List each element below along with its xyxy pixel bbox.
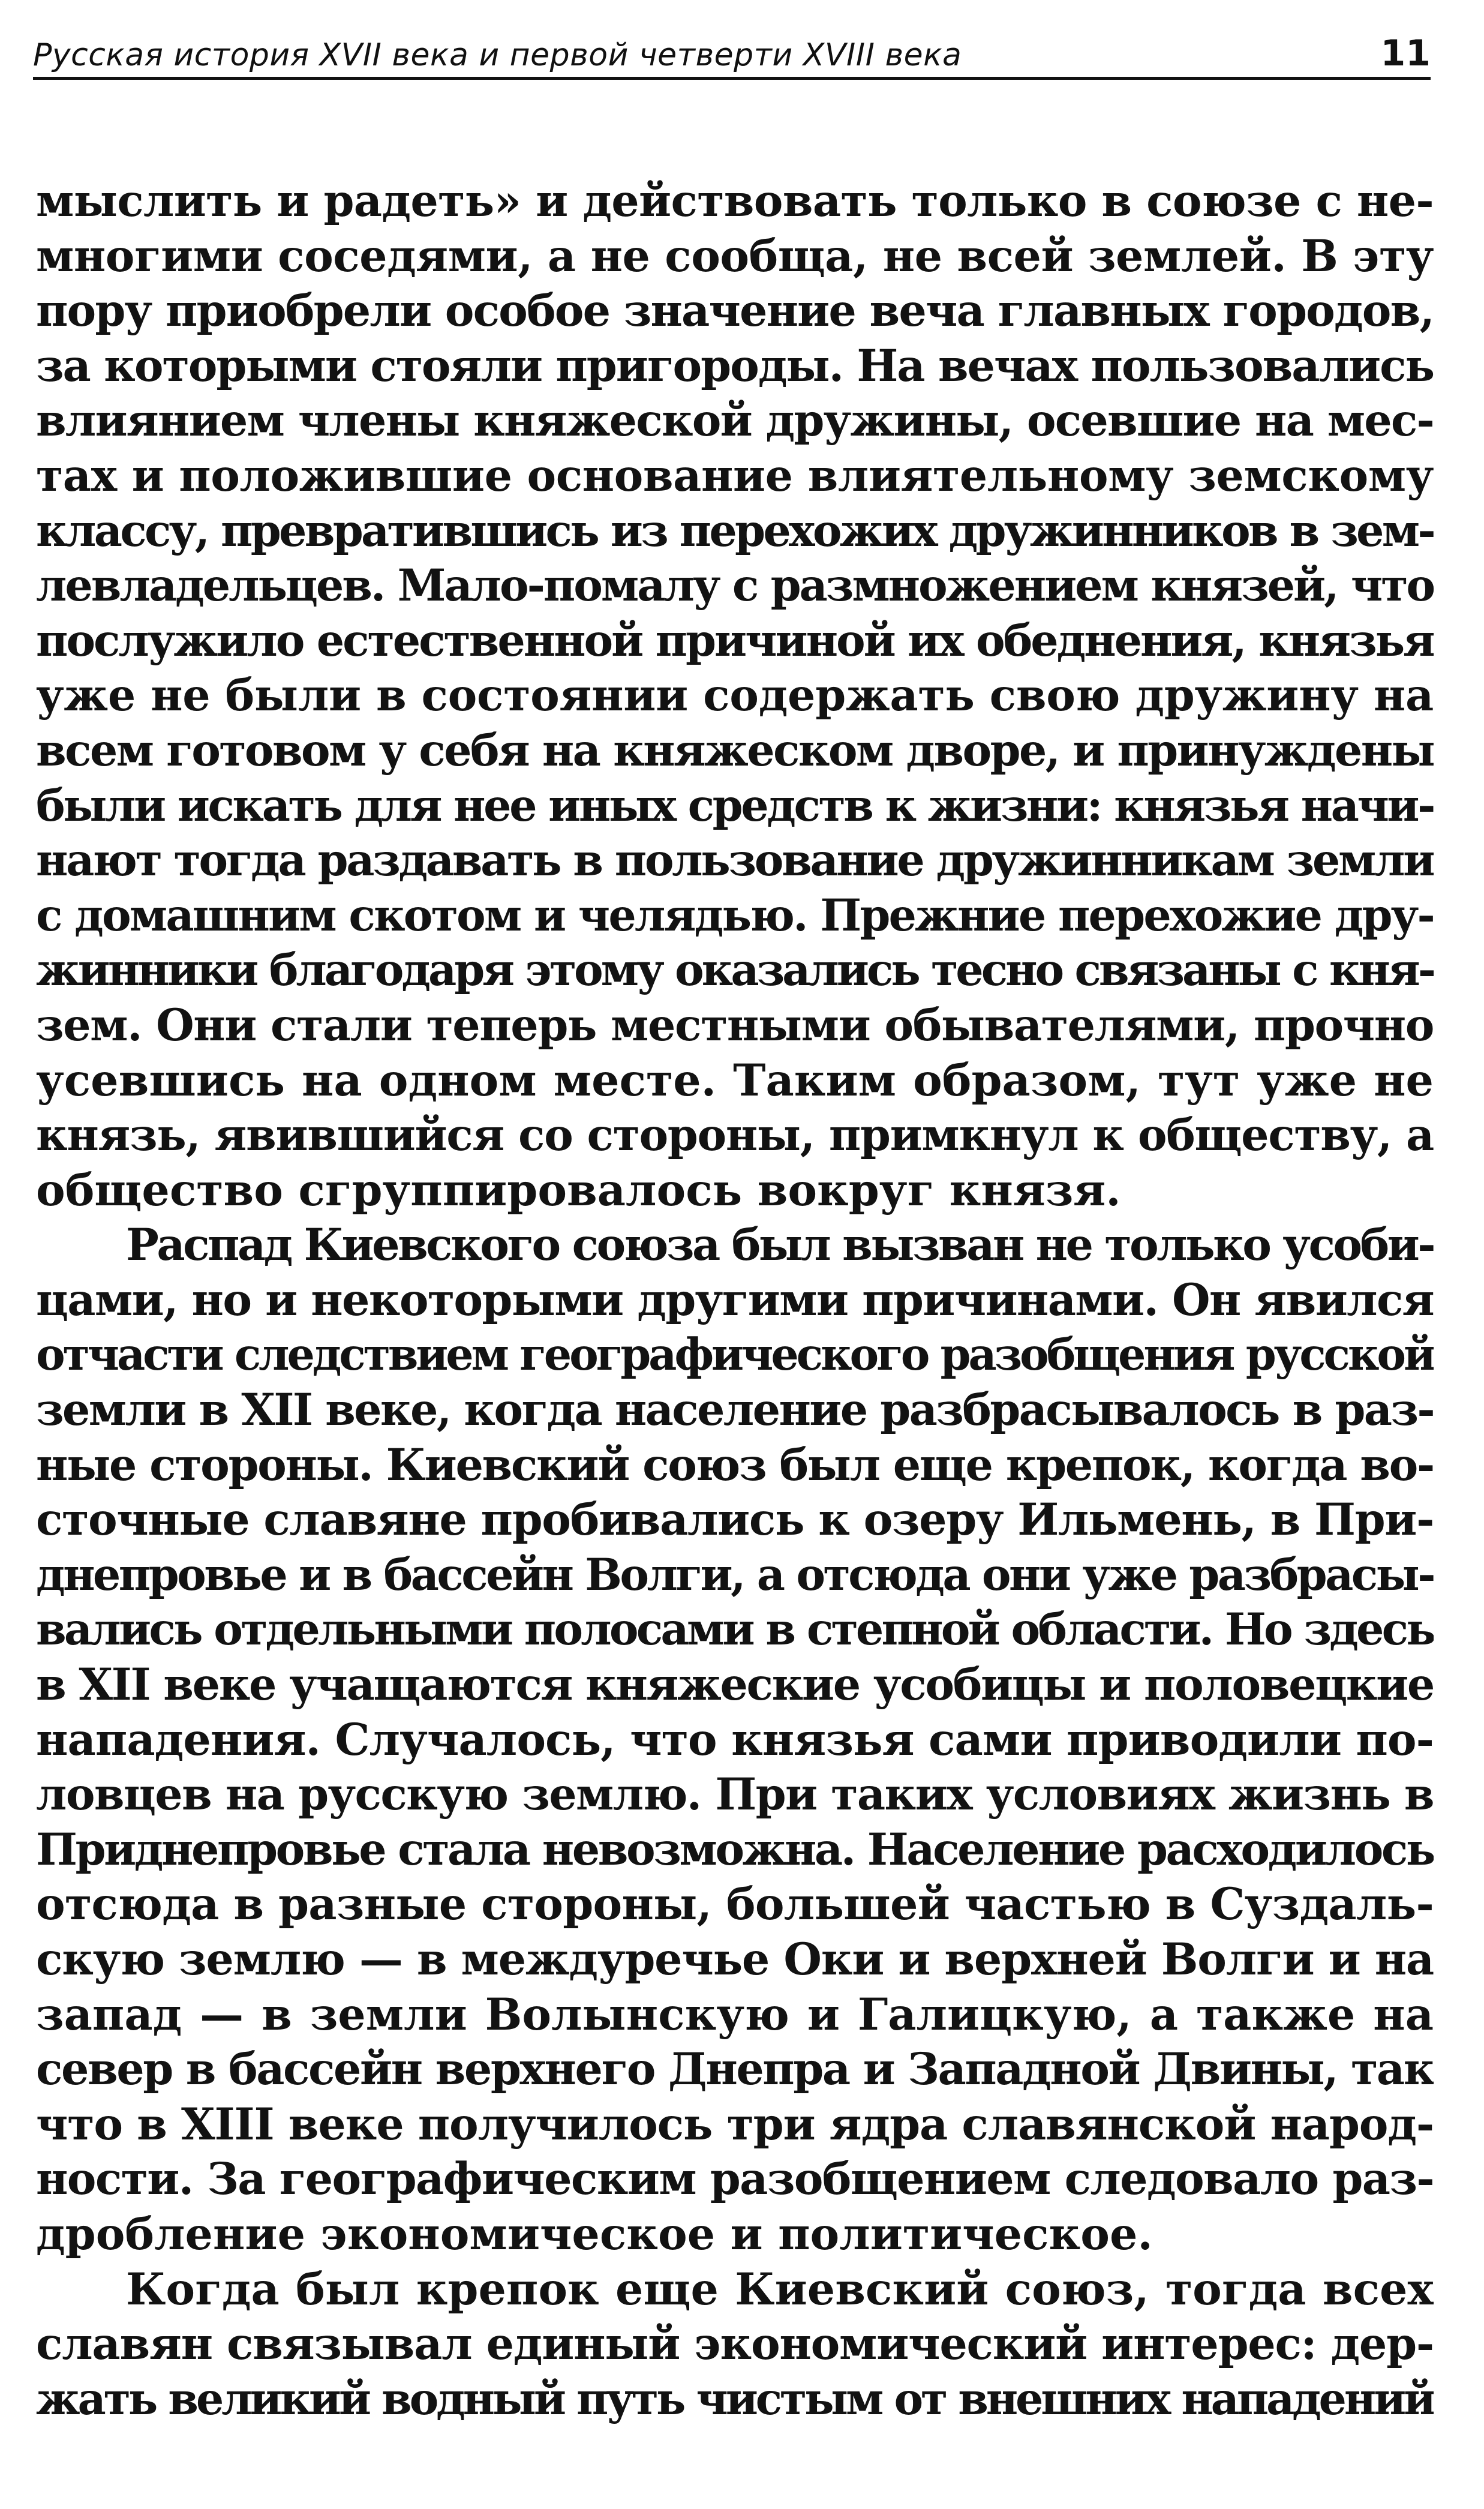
text-line: послужило естественной причиной их обеднения, князья <box>36 614 1434 667</box>
paragraph-1 <box>36 174 1434 1218</box>
text-line: что в XIII веке получилось три ядра славянской народ- <box>36 2098 1434 2150</box>
paragraph-2 <box>36 1218 1434 2262</box>
text-line: Распад Киевского союза был вызван не только усоби- <box>126 1219 1434 1271</box>
text-line: нают тогда раздавать в пользование дружинникам земли <box>36 835 1434 887</box>
text-line: всем готовом у себя на княжеском дворе, и принуждены <box>36 724 1434 776</box>
text-line: днепровье и в бассейн Волги, а отсюда они уже разбрасы- <box>36 1548 1434 1601</box>
text-line: Когда был крепок еще Киевский союз, тогда всех <box>126 2263 1434 2315</box>
text-line: дробление экономическое и политическое. <box>36 2208 1153 2260</box>
header-title: Русская история XVII века и первой четверти XVIII века <box>33 37 962 73</box>
text-line: ности. За географическим разобщением следовало раз- <box>36 2153 1434 2205</box>
text-line: славян связывал единый экономический интерес: дер- <box>36 2318 1434 2370</box>
text-line: за которыми стояли пригороды. На вечах пользовались <box>36 340 1434 392</box>
page-number: 11 <box>1380 32 1431 74</box>
text-line: классу, превратившись из перехожих дружинников в зем- <box>36 505 1434 557</box>
text-line: многими соседями, а не сообща, не всей землей. В эту <box>36 230 1434 282</box>
text-line: мыслить и радеть» и действовать только в союзе с не- <box>36 175 1434 227</box>
body-text <box>36 174 1434 2490</box>
text-line: в XII веке учащаются княжеские усобицы и половецкие <box>36 1659 1434 1711</box>
text-line: влиянием члены княжеской дружины, осевшие на мес- <box>36 395 1434 447</box>
text-line: ные стороны. Киевский союз был еще крепок, когда во- <box>36 1439 1434 1491</box>
text-line: сточные славяне пробивались к озеру Ильмень, в При- <box>36 1494 1434 1546</box>
text-line: князь, явившийся со стороны, примкнул к обществу, а <box>36 1109 1434 1162</box>
text-line: жинники благодаря этому оказались тесно связаны с кня- <box>36 944 1434 997</box>
text-line: север в бассейн верхнего Днепра и Западной Двины, так <box>36 2043 1434 2096</box>
text-line: зем. Они стали теперь местными обывателями, прочно <box>36 999 1434 1051</box>
text-line: с домашним скотом и челядью. Прежние перехожие дру- <box>36 889 1434 941</box>
text-line: жать великий водный путь чистым от внешних нападений <box>36 2373 1434 2425</box>
text-line: нападения. Случалось, что князья сами приводили по- <box>36 1713 1434 1766</box>
text-line: цами, но и некоторыми другими причинами. Он явился <box>36 1274 1434 1326</box>
text-line: были искать для нее иных средств к жизни: князья начи- <box>36 779 1434 832</box>
text-line: отсюда в разные стороны, большей частью в Суздаль- <box>36 1878 1434 1931</box>
text-line: Приднепровье стала невозможна. Население расходилось <box>36 1823 1434 1875</box>
paragraph-3 <box>36 2262 1434 2427</box>
text-line: левладельцев. Мало-помалу с размножением князей, что <box>36 560 1434 612</box>
text-line: тах и положившие основание влиятельному земскому <box>36 449 1434 502</box>
text-line: запад — в земли Волынскую и Галицкую, а также на <box>36 1988 1434 2040</box>
text-line: общество сгруппировалось вокруг князя. <box>36 1164 1121 1216</box>
running-header <box>33 29 1431 80</box>
text-line: вались отдельными полосами в степной области. Но здесь <box>36 1604 1434 1656</box>
text-line: ловцев на русскую землю. При таких условиях жизнь в <box>36 1769 1434 1821</box>
text-line: земли в XII веке, когда население разбрасывалось в раз- <box>36 1384 1434 1436</box>
text-line: уже не были в состоянии содержать свою дружину на <box>36 670 1434 722</box>
text-line: отчасти следствием географического разобщения русской <box>36 1329 1434 1381</box>
text-line: пору приобрели особое значение веча главных городов, <box>36 285 1434 337</box>
text-line: скую землю — в междуречье Оки и верхней Волги и на <box>36 1934 1434 1985</box>
text-line: усевшись на одном месте. Таким образом, тут уже не <box>36 1054 1434 1106</box>
